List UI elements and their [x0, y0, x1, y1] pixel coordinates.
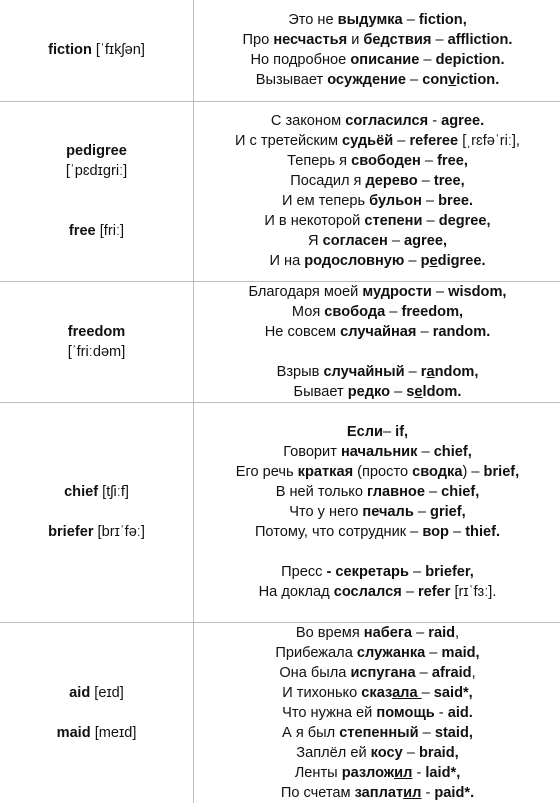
text-fragment: Это не — [288, 12, 337, 28]
text-fragment: и — [347, 32, 363, 48]
blank-line — [194, 542, 560, 562]
text-fragment: – — [422, 213, 438, 229]
bold-term: staid, — [435, 725, 473, 741]
verse-line — [194, 562, 560, 582]
bold-term: судьёй — [342, 133, 393, 149]
bold-term: chief, — [434, 444, 472, 460]
bold-term: maid — [57, 725, 91, 741]
headword-line — [0, 221, 193, 241]
text-fragment: [ˈfɪkʃən] — [92, 42, 145, 58]
verse-cell — [194, 281, 560, 402]
text-fragment: – — [421, 153, 437, 169]
bold-term: испугана — [350, 665, 415, 681]
text-fragment: Заплёл ей — [296, 745, 370, 761]
text-fragment: – — [416, 324, 432, 340]
headword-line — [0, 683, 193, 703]
bold-term: fiction — [48, 42, 92, 58]
bold-term: свобода — [324, 304, 385, 320]
text-fragment: [rɪˈfɜː]. — [450, 584, 496, 600]
bold-term: afraid — [432, 665, 472, 681]
text-fragment: – — [422, 685, 434, 701]
text-fragment: [ˈfriːdəm] — [68, 344, 126, 360]
text-fragment: По счетам — [281, 785, 355, 801]
text-fragment: – — [431, 32, 447, 48]
bold-term: помощь — [376, 705, 434, 721]
headword-line — [0, 482, 193, 502]
verse-line — [194, 30, 560, 50]
verse-line — [194, 231, 560, 251]
bold-term: iction. — [456, 72, 499, 88]
text-fragment: Потому, что сотрудник – — [255, 524, 422, 540]
text-fragment: И на — [269, 253, 304, 269]
text-fragment: – — [404, 253, 420, 269]
text-fragment: И в некоторой — [264, 213, 364, 229]
bold-term: brief, — [484, 464, 520, 480]
bold-term: grief, — [430, 504, 466, 520]
verse-line — [194, 442, 560, 462]
text-fragment: , — [472, 665, 476, 681]
text-fragment: Пресс — [281, 564, 326, 580]
text-fragment: – — [412, 625, 428, 641]
text-fragment: , — [455, 625, 459, 641]
bold-term: бедствия — [363, 32, 431, 48]
bold-term: ил — [394, 765, 412, 781]
verse-line — [194, 482, 560, 502]
bold-term: согласен — [323, 233, 388, 249]
text-fragment: Про — [243, 32, 274, 48]
bold-term: заплат — [355, 785, 404, 801]
text-fragment: – — [405, 364, 421, 380]
bold-term: depiction. — [436, 52, 505, 68]
text-fragment: – — [383, 424, 395, 440]
bold-term: краткая — [298, 464, 353, 480]
bold-term: ndom, — [435, 364, 479, 380]
verse-line — [194, 151, 560, 171]
vocab-entry-row — [0, 281, 560, 402]
vocab-entry-row — [0, 101, 560, 281]
text-fragment: [ˌrɛfəˈriː], — [458, 133, 520, 149]
verse-line — [194, 251, 560, 271]
bold-term: random. — [433, 324, 491, 340]
bold-term: a — [426, 364, 434, 380]
bold-term: agree. — [441, 113, 484, 129]
bold-term: digree. — [438, 253, 486, 269]
text-fragment: – — [409, 564, 425, 580]
bold-term: степенный — [339, 725, 418, 741]
headword-line — [0, 322, 193, 342]
bold-term: e — [430, 253, 438, 269]
text-fragment: Его речь — [236, 464, 298, 480]
bold-term: родословную — [304, 253, 404, 269]
bold-term: maid, — [441, 645, 479, 661]
bold-term: мудрости — [362, 284, 432, 300]
bold-term: fiction, — [419, 12, 467, 28]
bold-term: chief, — [441, 484, 479, 500]
text-fragment: Во время — [296, 625, 364, 641]
bold-term: freedom, — [401, 304, 463, 320]
verse-line — [194, 382, 560, 402]
text-fragment: – — [393, 133, 409, 149]
text-fragment: Бывает — [294, 384, 348, 400]
blank-line — [0, 703, 193, 723]
verse-line — [194, 743, 560, 763]
headword-line — [0, 342, 193, 362]
bold-term: дерево — [366, 173, 418, 189]
verse-line — [194, 111, 560, 131]
text-fragment: - — [412, 765, 425, 781]
verse-cell — [194, 622, 560, 803]
verse-line — [194, 211, 560, 231]
vocab-entry-row — [0, 622, 560, 803]
bold-term: briefer, — [425, 564, 474, 580]
blank-line — [194, 342, 560, 362]
bold-term: aid — [69, 685, 90, 701]
bold-term: свободен — [351, 153, 421, 169]
bold-term: if, — [395, 424, 408, 440]
bold-term: ил — [403, 785, 421, 801]
text-fragment: Но подробное — [250, 52, 350, 68]
bold-term: степени — [364, 213, 422, 229]
text-fragment: - — [435, 705, 448, 721]
verse-line — [194, 322, 560, 342]
blank-line — [0, 201, 193, 221]
text-fragment: – — [406, 72, 422, 88]
bold-term: - секретарь — [327, 564, 409, 580]
verse-line — [194, 282, 560, 302]
headword-line — [0, 40, 193, 60]
headword-cell — [0, 622, 194, 803]
verse-line — [194, 522, 560, 542]
text-fragment: Она была — [279, 665, 350, 681]
bold-term: braid, — [419, 745, 459, 761]
bold-term: agree, — [404, 233, 447, 249]
text-fragment: – — [419, 725, 435, 741]
text-fragment: И ем теперь — [282, 193, 369, 209]
text-fragment: [eɪd] — [90, 685, 124, 701]
text-fragment: [brɪˈfəː] — [94, 524, 145, 540]
text-fragment: – — [418, 173, 434, 189]
bold-term: несчастья — [273, 32, 347, 48]
bold-term: laid*, — [425, 765, 460, 781]
bold-term: tree, — [434, 173, 465, 189]
text-fragment: Вызывает — [256, 72, 327, 88]
verse-line — [194, 50, 560, 70]
bold-term: thief. — [465, 524, 500, 540]
text-fragment: - — [421, 785, 434, 801]
bold-term: bree. — [438, 193, 473, 209]
text-fragment: В ней только — [276, 484, 367, 500]
verse-line — [194, 703, 560, 723]
text-fragment: Прибежала — [275, 645, 356, 661]
bold-term: ldom. — [423, 384, 462, 400]
text-fragment: Что у него — [289, 504, 362, 520]
bold-term: degree, — [439, 213, 491, 229]
blank-line — [0, 181, 193, 201]
bold-term: редко — [348, 384, 390, 400]
blank-line — [0, 502, 193, 522]
bold-term: freedom — [68, 324, 126, 340]
verse-line — [194, 422, 560, 442]
text-fragment: (просто — [353, 464, 412, 480]
text-fragment: – — [403, 12, 419, 28]
text-fragment: Посадил я — [290, 173, 365, 189]
bold-term: raid — [428, 625, 455, 641]
text-fragment: – — [425, 484, 441, 500]
text-fragment: Благодаря моей — [249, 284, 363, 300]
text-fragment: – — [432, 284, 448, 300]
bold-term: free, — [437, 153, 468, 169]
text-fragment: Теперь я — [287, 153, 351, 169]
bold-term: согласился — [345, 113, 428, 129]
verse-cell — [194, 0, 560, 101]
text-fragment: – — [390, 384, 406, 400]
verse-line — [194, 362, 560, 382]
text-fragment: [meɪd] — [91, 725, 137, 741]
bold-term: r — [421, 364, 427, 380]
headword-cell — [0, 101, 194, 281]
verse-line — [194, 191, 560, 211]
text-fragment: – — [388, 233, 404, 249]
verse-line — [194, 462, 560, 482]
text-fragment: А я был — [282, 725, 339, 741]
verse-cell — [194, 402, 560, 622]
verse-line — [194, 171, 560, 191]
text-fragment: [ˈpɛdɪgriː] — [66, 163, 127, 179]
text-fragment: На доклад — [259, 584, 334, 600]
bold-term: описание — [350, 52, 419, 68]
text-fragment: Моя — [292, 304, 324, 320]
headword-line — [0, 723, 193, 743]
bold-term: aid. — [448, 705, 473, 721]
text-fragment: С законом — [271, 113, 345, 129]
text-fragment: – — [414, 504, 430, 520]
verse-cell — [194, 101, 560, 281]
text-fragment: – — [385, 304, 401, 320]
text-fragment: – — [449, 524, 465, 540]
bold-term: refer — [418, 584, 450, 600]
bold-term: вор — [422, 524, 449, 540]
bold-term: referee — [409, 133, 458, 149]
text-fragment: ) – — [462, 464, 483, 480]
bold-term: ала — [392, 685, 422, 701]
bold-term: s — [406, 384, 414, 400]
bold-term: free — [69, 223, 96, 239]
bold-term: печаль — [362, 504, 413, 520]
verse-line — [194, 723, 560, 743]
text-fragment: Не совсем — [265, 324, 340, 340]
verse-line — [194, 70, 560, 90]
bold-term: con — [422, 72, 448, 88]
text-fragment: – — [417, 444, 433, 460]
bold-term: briefer — [48, 524, 93, 540]
bold-term: said*, — [434, 685, 473, 701]
verse-line — [194, 623, 560, 643]
verse-line — [194, 131, 560, 151]
text-fragment: И тихонько — [282, 685, 361, 701]
vocab-entry-row — [0, 0, 560, 101]
text-fragment: Я — [308, 233, 323, 249]
bold-term: служанка — [357, 645, 425, 661]
bold-term: случайный — [323, 364, 404, 380]
bold-term: начальник — [341, 444, 418, 460]
headword-line — [0, 161, 193, 181]
bold-term: pedigree — [66, 143, 127, 159]
bold-term: сослался — [334, 584, 402, 600]
text-fragment: И с третейским — [235, 133, 342, 149]
bold-term: осуждение — [327, 72, 406, 88]
bold-term: paid*. — [434, 785, 474, 801]
bold-term: v — [448, 72, 456, 88]
verse-line — [194, 683, 560, 703]
verse-line — [194, 10, 560, 30]
verse-line — [194, 663, 560, 683]
text-fragment: Взрыв — [277, 364, 324, 380]
bold-term: Если — [347, 424, 383, 440]
text-fragment: – — [422, 193, 438, 209]
text-fragment: Ленты — [295, 765, 342, 781]
headword-cell — [0, 0, 194, 101]
bold-term: случайная — [340, 324, 416, 340]
verse-line — [194, 763, 560, 783]
verse-line — [194, 582, 560, 602]
text-fragment: [friː] — [96, 223, 124, 239]
bold-term: affliction. — [448, 32, 513, 48]
text-fragment: – — [416, 665, 432, 681]
text-fragment: – — [419, 52, 435, 68]
bold-term: p — [421, 253, 430, 269]
bold-term: e — [414, 384, 422, 400]
bold-term: выдумка — [338, 12, 403, 28]
text-fragment: Говорит — [283, 444, 341, 460]
bold-term: косу — [371, 745, 403, 761]
verse-line — [194, 502, 560, 522]
headword-line — [0, 141, 193, 161]
headword-line — [0, 522, 193, 542]
headword-cell — [0, 402, 194, 622]
vocab-entry-row — [0, 402, 560, 622]
text-fragment: - — [428, 113, 441, 129]
text-fragment: – — [402, 584, 418, 600]
bold-term: бульон — [369, 193, 422, 209]
text-fragment: Что нужна ей — [282, 705, 376, 721]
headword-cell — [0, 281, 194, 402]
verse-line — [194, 643, 560, 663]
bold-term: набега — [364, 625, 412, 641]
text-fragment: – — [425, 645, 441, 661]
bold-term: сводка — [412, 464, 462, 480]
bold-term: wisdom, — [448, 284, 506, 300]
bold-term: chief — [64, 484, 98, 500]
bold-term: главное — [367, 484, 425, 500]
bold-term: сказ — [361, 685, 392, 701]
text-fragment: – — [403, 745, 419, 761]
text-fragment: [tʃiːf] — [98, 484, 129, 500]
verse-line — [194, 302, 560, 322]
bold-term: разлож — [342, 765, 394, 781]
